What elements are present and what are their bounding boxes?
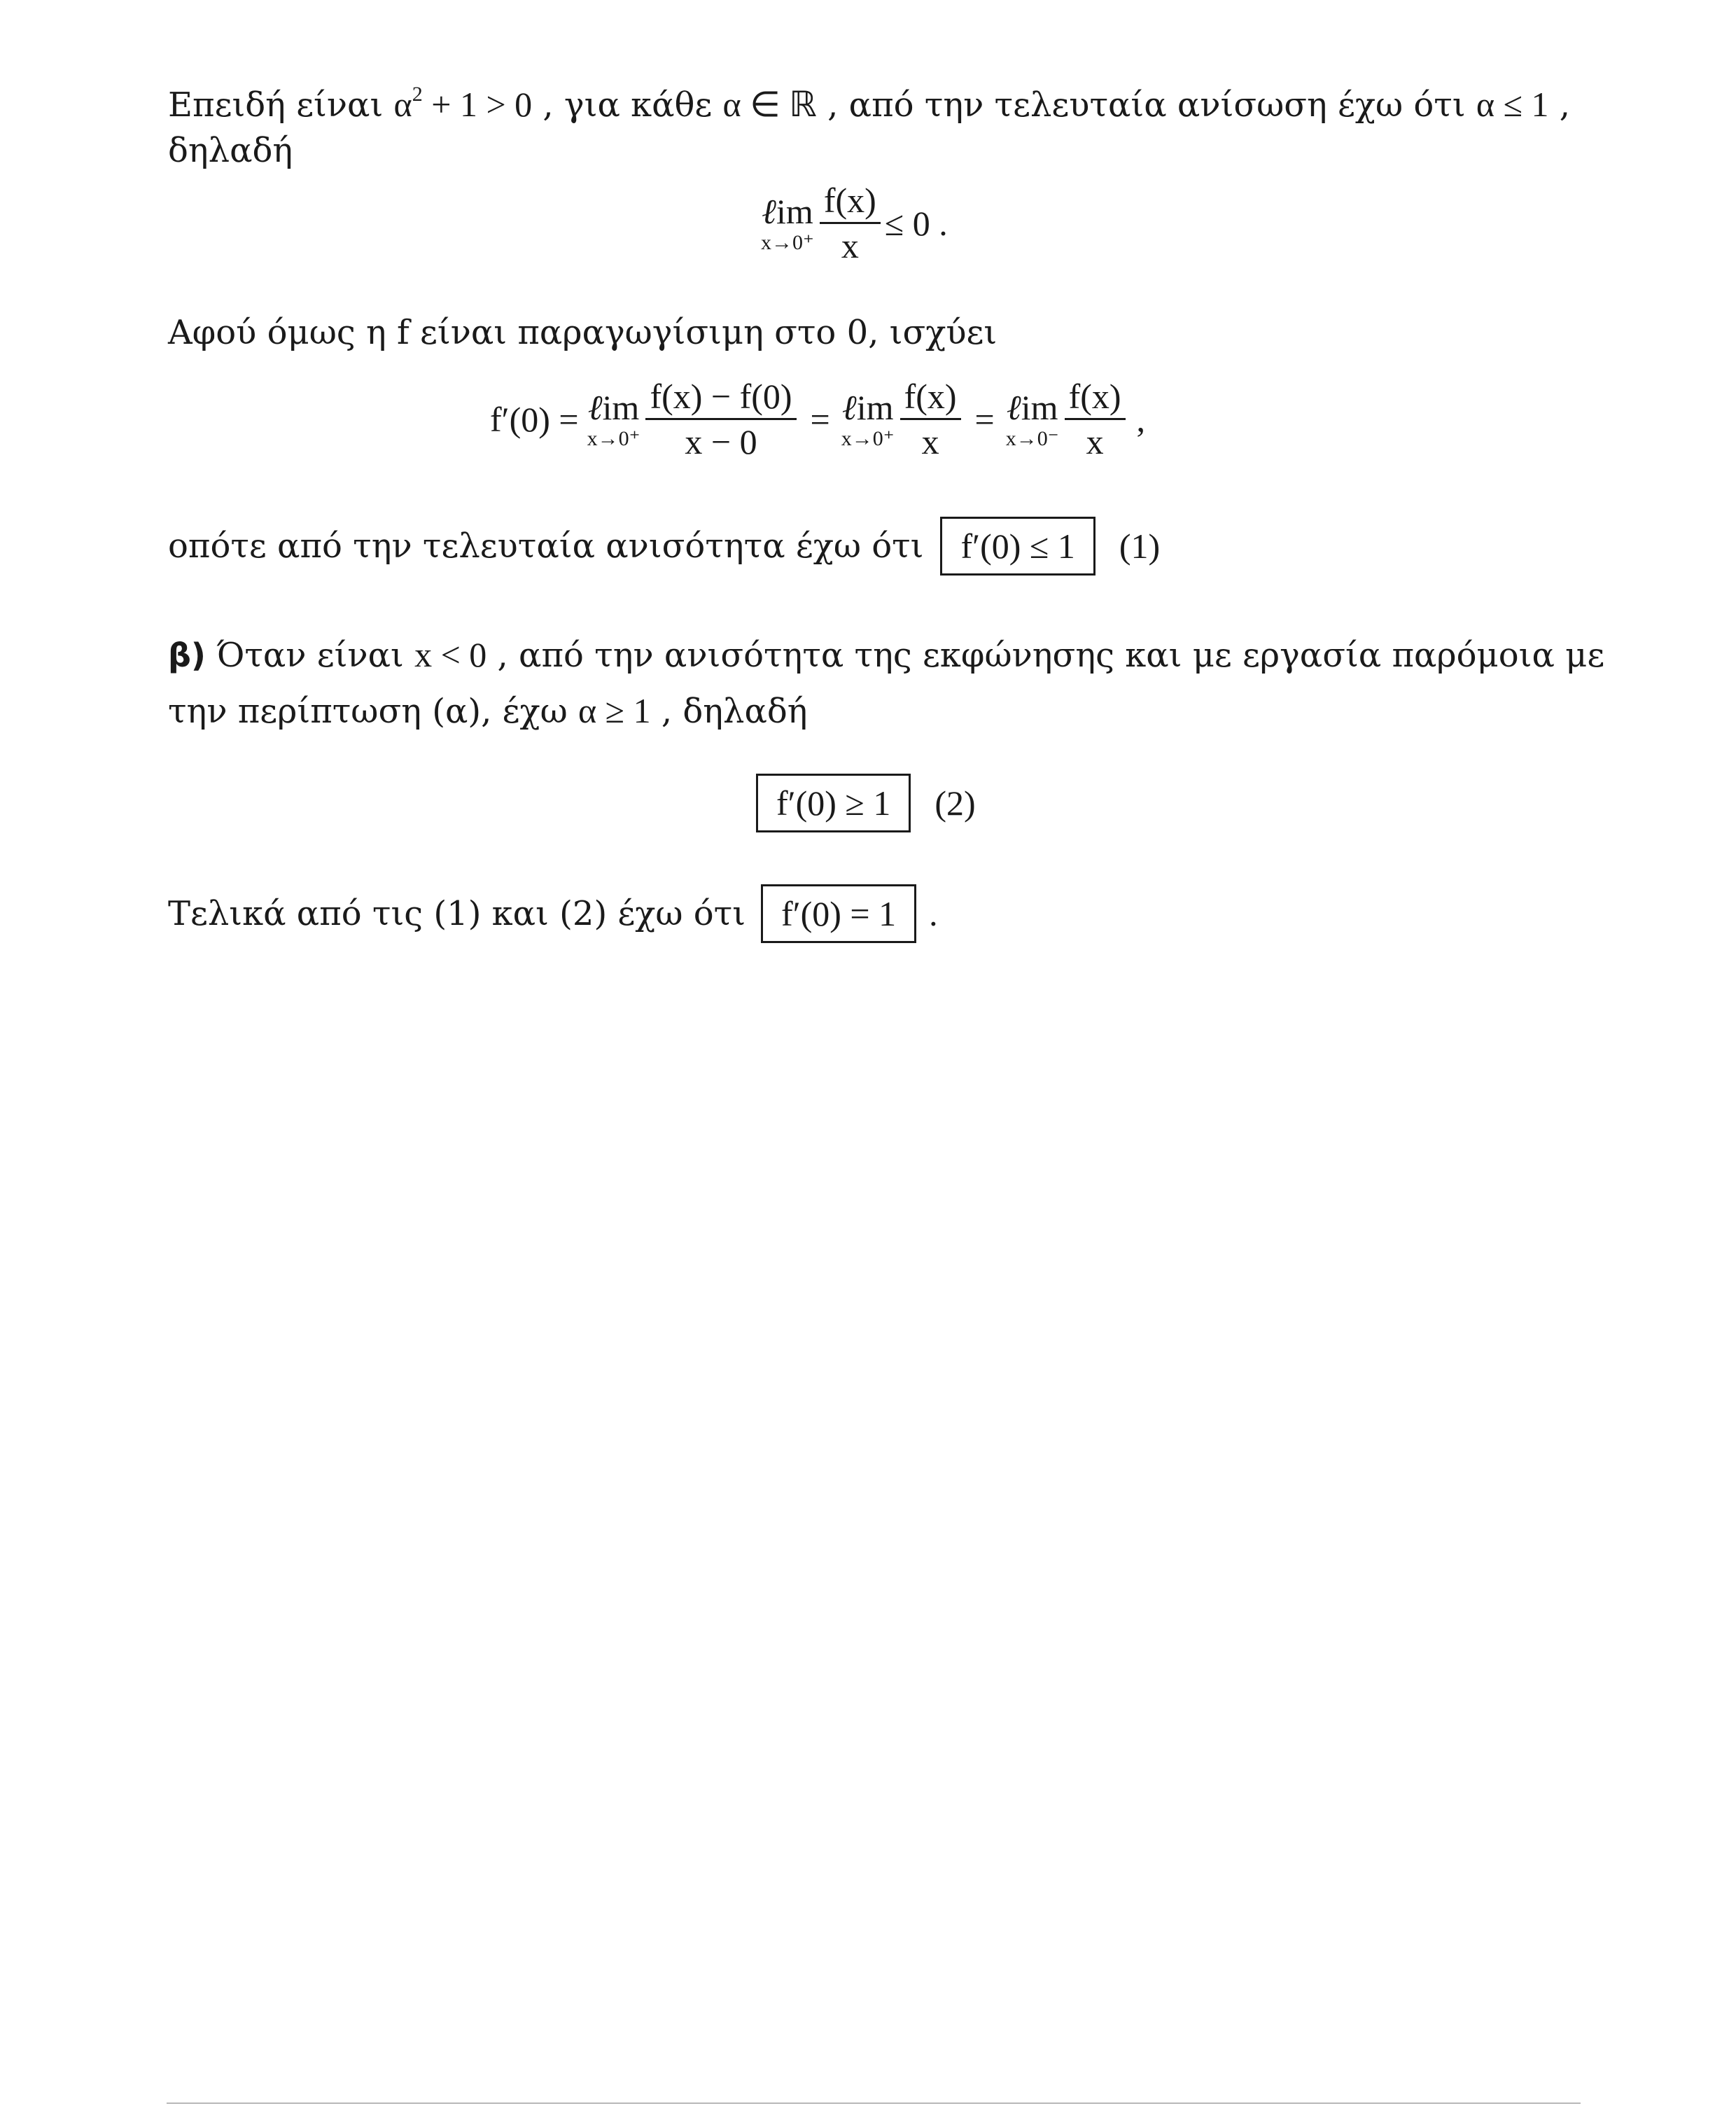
paragraph-5 (168, 884, 938, 943)
text: δηλαδή (168, 131, 293, 170)
paragraph-3 (168, 517, 1160, 576)
paragraph-1-line-1 (168, 74, 1570, 126)
section-label-beta: β) (168, 636, 206, 674)
equals-sign: = (810, 399, 830, 439)
limit-operator-3 (1006, 388, 1059, 451)
alpha: α (393, 85, 412, 124)
ell-symbol: ℓ (841, 387, 857, 427)
denominator: x (921, 422, 939, 461)
equation-limit-le-zero (760, 179, 948, 267)
boxed-final-result: f′(0) = 1 (761, 884, 916, 943)
math-alpha-ge-1: α ≥ 1 (578, 691, 651, 730)
trailing-period: . (929, 894, 938, 933)
footer-rule (167, 2102, 1581, 2104)
lhs-derivative: f′(0) = (490, 399, 579, 439)
math-x-lt-0: x < 0 (414, 635, 487, 674)
boxed-result-1: f′(0) ≤ 1 (940, 517, 1095, 576)
numerator: f(x) (820, 179, 881, 224)
math-alpha-le-1: α ≤ 1 (1476, 85, 1549, 124)
paragraph-2 (168, 312, 997, 354)
text: Τελικά από τις (1) και (2) έχω ότι (168, 894, 746, 933)
limit-operator-2 (841, 388, 895, 451)
limit-subscript: x→0⁻ (1005, 426, 1059, 450)
paragraph-1-line-2 (168, 130, 293, 172)
equation-derivative-definition (490, 375, 1145, 463)
fraction-1 (645, 375, 796, 463)
limit-subscript: x→0⁺ (841, 426, 895, 450)
denominator: x (841, 226, 859, 265)
numerator: f(x) − f(0) (645, 375, 796, 420)
fraction (820, 179, 881, 267)
paragraph-4-line-1 (168, 634, 1604, 676)
math-alpha (394, 85, 533, 124)
denominator: x − 0 (685, 422, 757, 461)
ell-symbol: ℓ (1006, 387, 1021, 427)
text: την περίπτωση (α), έχω (168, 692, 578, 731)
ell-symbol: ℓ (587, 387, 603, 427)
lim-word: im (776, 191, 813, 231)
text: , για κάθε (532, 85, 723, 125)
equation-boxed-2 (756, 774, 976, 832)
text: Επειδή είναι (168, 85, 394, 125)
equals-sign: = (974, 399, 995, 439)
trailing-comma: , (1136, 399, 1146, 439)
math-alpha-in-R: α ∈ ℝ (722, 85, 817, 124)
text: οπότε από την τελευταία ανισότητα έχω ότι (168, 526, 924, 566)
text: , (1548, 85, 1571, 125)
numerator: f(x) (900, 375, 961, 420)
equation-tag-2: (2) (934, 783, 976, 823)
equation-tag-1: (1) (1119, 526, 1161, 566)
fraction-2 (900, 375, 961, 463)
limit-subscript: x→0⁺ (587, 426, 640, 450)
text: , από την ανισότητα της εκφώνησης και με εργασία παρόμοια με (486, 636, 1605, 675)
exponent: 2 (412, 83, 423, 106)
lim-word: im (1021, 387, 1058, 427)
fraction-3 (1065, 375, 1126, 463)
numerator: f(x) (1065, 375, 1126, 420)
ell-symbol: ℓ (762, 191, 776, 231)
text: , από την τελευταία ανίσωση έχω ότι (816, 85, 1476, 125)
inequality-rest: ≤ 0 . (884, 203, 948, 243)
text: Αφού όμως η f είναι παραγωγίσιμη στο 0, ισχύει (168, 313, 997, 352)
denominator: x (1086, 422, 1104, 461)
limit-subscript: x→0⁺ (761, 230, 814, 254)
limit-operator (761, 192, 814, 255)
text: , δηλαδή (650, 692, 808, 731)
limit-operator-1 (587, 388, 640, 451)
text: Όταν είναι (205, 636, 415, 675)
lim-word: im (602, 387, 640, 427)
inequality-rest: + 1 > 0 (422, 85, 533, 124)
lim-word: im (856, 387, 894, 427)
paragraph-4-line-2 (168, 690, 808, 732)
boxed-result-2: f′(0) ≥ 1 (756, 774, 911, 832)
